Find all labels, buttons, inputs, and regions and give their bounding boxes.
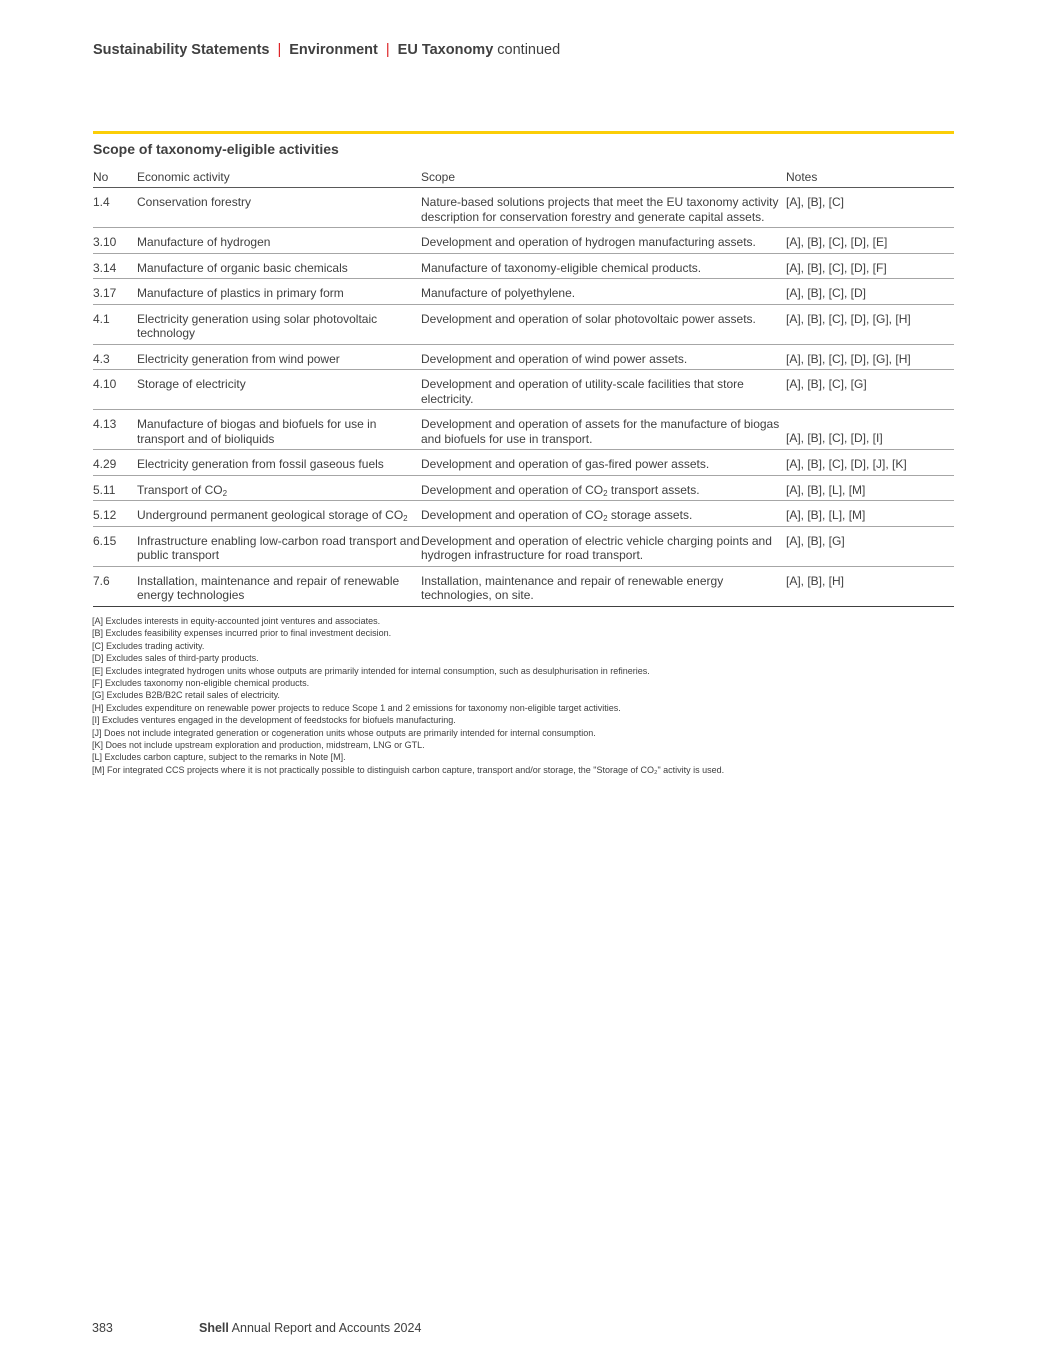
table-row: [93, 344, 954, 370]
footnote: [G] Excludes B2B/B2C retail sales of electricity.: [92, 690, 280, 701]
cell-no: 7.6: [93, 566, 137, 606]
cell-activity: Installation, maintenance and repair of renewable energy technologies: [137, 566, 421, 606]
accent-rule: [93, 131, 954, 134]
cell-no: 4.10: [93, 370, 137, 410]
cell-activity: Storage of electricity: [137, 370, 421, 410]
footnote: [H] Excludes expenditure on renewable power projects to reduce Scope 1 and 2 emissions for taxonomy non-eligible target activities.: [92, 702, 621, 713]
cell-scope: Manufacture of polyethylene.: [421, 279, 786, 305]
cell-scope: Development and operation of utility-scale facilities that store electricity.: [421, 370, 786, 410]
breadcrumb: [93, 42, 560, 58]
cell-no: 5.12: [93, 501, 137, 527]
footnote: [I] Excludes ventures engaged in the development of feedstocks for biofuels manufacturing.: [92, 715, 456, 726]
footnote: [C] Excludes trading activity.: [92, 640, 205, 651]
footnote: [L] Excludes carbon capture, subject to the remarks in Note [M].: [92, 752, 346, 763]
cell-notes: [A], [B], [C], [D], [J], [K]: [786, 450, 954, 476]
cell-scope: Development and operation of assets for the manufacture of biogas and biofuels for use in transport.: [421, 410, 786, 450]
cell-no: 5.11: [93, 475, 137, 501]
table-row: [93, 501, 954, 527]
cell-no: 1.4: [93, 188, 137, 228]
cell-notes: [A], [B], [C], [D]: [786, 279, 954, 305]
cell-activity: Electricity generation from fossil gaseous fuels: [137, 450, 421, 476]
cell-notes: [A], [B], [C], [D], [F]: [786, 253, 954, 279]
cell-scope: Development and operation of wind power assets.: [421, 344, 786, 370]
page-number: 383: [92, 1321, 113, 1335]
report-name: [199, 1321, 421, 1335]
cell-scope: Development and operation of $CO_2$ transport assets.: [421, 475, 786, 501]
table-row: [93, 475, 954, 501]
breadcrumb-section: Sustainability Statements: [93, 42, 270, 58]
cell-no: 4.29: [93, 450, 137, 476]
footnote: [K] Does not include upstream exploration and production, midstream, LNG or GTL.: [92, 740, 425, 751]
footnote: [J] Does not include integrated generation or cogeneration units whose outputs are primarily intended for internal consumption.: [92, 727, 596, 738]
footnote: [F] Excludes taxonomy non-eligible chemical products.: [92, 678, 310, 689]
table-row: [93, 566, 954, 606]
column-header-scope: Scope: [421, 163, 786, 188]
table-row: [93, 370, 954, 410]
cell-notes: [A], [B], [C], [D], [E]: [786, 228, 954, 254]
table-header-row: [93, 163, 954, 188]
taxonomy-table-section: [93, 131, 954, 607]
cell-activity: Manufacture of hydrogen: [137, 228, 421, 254]
footnote: [A] Excludes interests in equity-accounted joint ventures and associates.: [92, 616, 381, 626]
cell-notes: [A], [B], [C], [D], [I]: [786, 410, 954, 450]
cell-activity: Infrastructure enabling low-carbon road transport and public transport: [137, 526, 421, 566]
cell-activity: Electricity generation from wind power: [137, 344, 421, 370]
cell-notes: [A], [B], [H]: [786, 566, 954, 606]
column-header-activity: Economic activity: [137, 163, 421, 188]
table-row: [93, 188, 954, 228]
cell-notes: [A], [B], [G]: [786, 526, 954, 566]
cell-activity: Manufacture of biogas and biofuels for use in transport and of bioliquids: [137, 410, 421, 450]
footnote: [D] Excludes sales of third-party products.: [92, 653, 259, 664]
cell-notes: [A], [B], [C], [D], [G], [H]: [786, 304, 954, 344]
table-row: [93, 228, 954, 254]
cell-activity: Conservation forestry: [137, 188, 421, 228]
footnotes: [92, 615, 724, 776]
column-header-no: No: [93, 163, 137, 188]
cell-activity: Manufacture of organic basic chemicals: [137, 253, 421, 279]
table-row: [93, 450, 954, 476]
cell-activity: Manufacture of plastics in primary form: [137, 279, 421, 305]
cell-activity: Transport of $CO_2$: [137, 475, 421, 501]
cell-activity: Electricity generation using solar photovoltaic technology: [137, 304, 421, 344]
taxonomy-activities-table: [93, 163, 954, 607]
cell-no: 4.1: [93, 304, 137, 344]
cell-no: 3.10: [93, 228, 137, 254]
cell-no: 3.17: [93, 279, 137, 305]
footnote: [B] Excludes feasibility expenses incurred prior to final investment decision.: [92, 628, 392, 639]
cell-no: 3.14: [93, 253, 137, 279]
cell-notes: [A], [B], [L], [M]: [786, 501, 954, 527]
breadcrumb-continued: continued: [497, 42, 561, 58]
table-row: [93, 526, 954, 566]
cell-notes: [A], [B], [C], [D], [G], [H]: [786, 344, 954, 370]
footnote: [M] For integrated CCS projects where it is not practically possible to distinguish carbon capture, transport and/or storage, the "Storage of CO₂" activity is used.: [92, 764, 725, 775]
column-header-notes: Notes: [786, 163, 954, 188]
table-title: Scope of taxonomy-eligible activities: [93, 141, 339, 157]
breadcrumb-separator: |: [385, 42, 390, 58]
cell-scope: Manufacture of taxonomy-eligible chemical products.: [421, 253, 786, 279]
breadcrumb-subsection: Environment: [289, 42, 378, 58]
footnote: [E] Excludes integrated hydrogen units whose outputs are primarily intended for internal consumption, such as desulphurisation in refineries.: [92, 665, 650, 676]
table-row: [93, 410, 954, 450]
cell-scope: Development and operation of $CO_2$ storage assets.: [421, 501, 786, 527]
cell-scope: Development and operation of solar photovoltaic power assets.: [421, 304, 786, 344]
cell-scope: Nature-based solutions projects that meet the EU taxonomy activity description for conservation forestry and generate capital assets.: [421, 188, 786, 228]
cell-notes: [A], [B], [L], [M]: [786, 475, 954, 501]
breadcrumb-topic: EU Taxonomy: [397, 42, 494, 58]
cell-no: 6.15: [93, 526, 137, 566]
cell-scope: Development and operation of hydrogen manufacturing assets.: [421, 228, 786, 254]
report-title: Annual Report and Accounts 2024: [231, 1321, 422, 1335]
cell-notes: [A], [B], [C], [G]: [786, 370, 954, 410]
cell-no: 4.3: [93, 344, 137, 370]
cell-notes: [A], [B], [C]: [786, 188, 954, 228]
cell-scope: Development and operation of gas-fired power assets.: [421, 450, 786, 476]
page-footer: [92, 1321, 422, 1335]
table-row: [93, 279, 954, 305]
brand-name: Shell: [199, 1321, 229, 1335]
cell-scope: Development and operation of electric vehicle charging points and hydrogen infrastructure for road transport.: [421, 526, 786, 566]
cell-no: 4.13: [93, 410, 137, 450]
table-row: [93, 253, 954, 279]
cell-activity: Underground permanent geological storage of $CO_2$: [137, 501, 421, 527]
table-row: [93, 304, 954, 344]
cell-scope: Installation, maintenance and repair of renewable energy technologies, on site.: [421, 566, 786, 606]
breadcrumb-separator: |: [277, 42, 282, 58]
